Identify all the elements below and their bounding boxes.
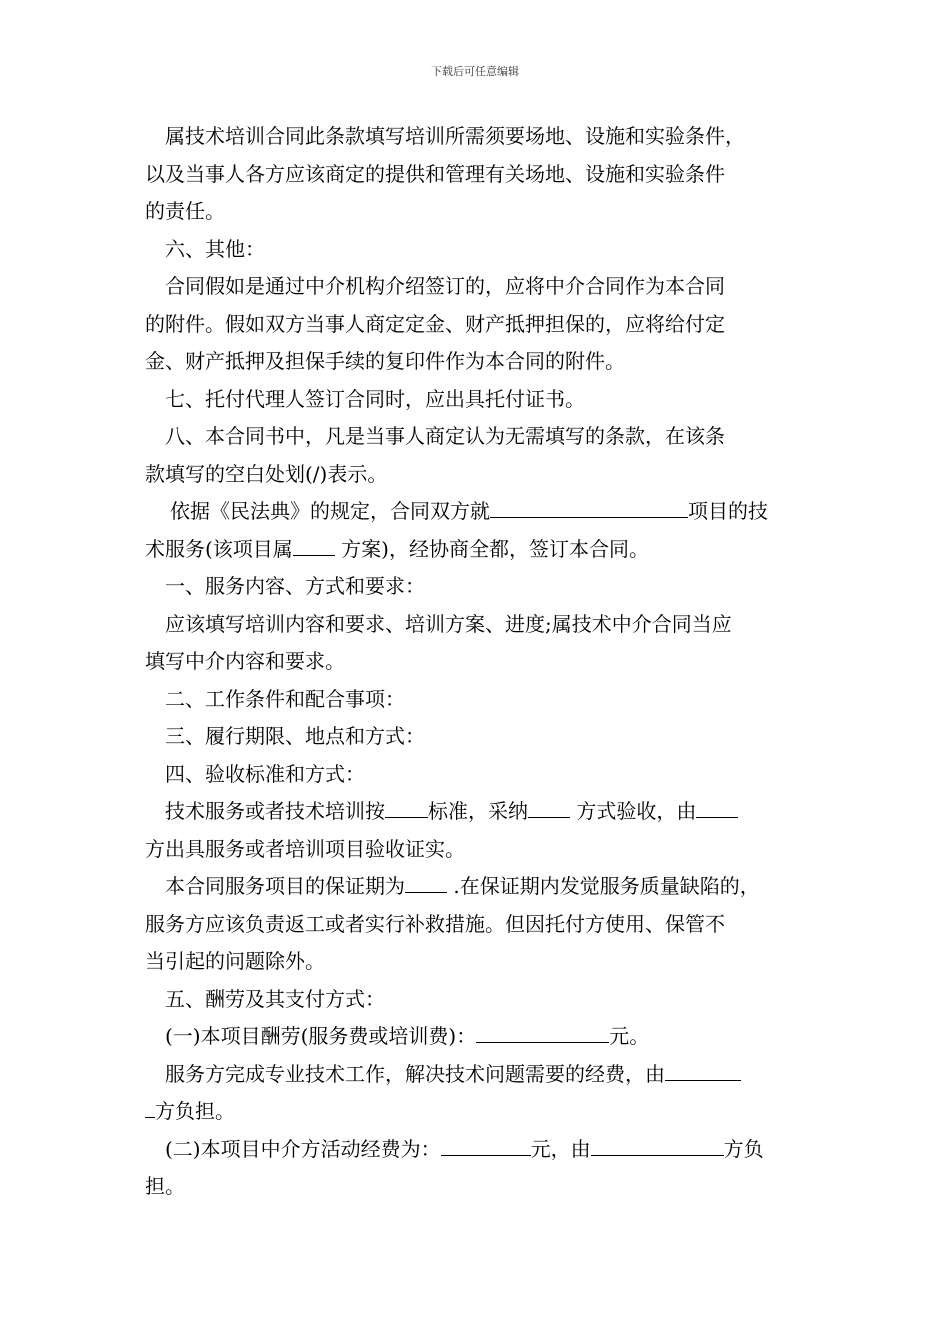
warranty-period-blank[interactable] (405, 874, 447, 893)
text-run: 本合同服务项目的保证期为 (165, 874, 405, 898)
text-run: .在保证期内发觉服务质量缺陷的， (447, 874, 760, 898)
text-run: 方案)，经协商全都，签订本合同。 (334, 536, 649, 561)
section-heading-agent: 七、托付代理人签订合同时，应出具托付证书。 (165, 386, 585, 411)
expense-party-blank-continued[interactable] (145, 1099, 155, 1118)
fee-amount-blank[interactable] (476, 1024, 609, 1043)
paragraph-line: 的附件。假如双方当事人商定定金、财产抵押担保的，应将给付定 (145, 311, 725, 336)
paragraph-line: 方出具服务或者培训项目验收证实。 (145, 836, 465, 861)
party-blank[interactable] (696, 799, 738, 818)
text-run: 方负 (723, 1136, 764, 1161)
page-header: 下载后可任意编辑 (431, 65, 519, 78)
section-heading-other: 六、其他： (165, 236, 265, 261)
project-name-blank[interactable] (490, 499, 688, 518)
agency-fee-party-blank[interactable] (591, 1137, 724, 1156)
agency-fee-blank[interactable] (441, 1137, 531, 1156)
paragraph-line: 的责任。 (145, 199, 225, 223)
text-run: 术服务(该项目属 (145, 536, 293, 561)
text-run: (二)本项目中介方活动经费为： (165, 1136, 441, 1161)
paragraph-line (145, 1131, 810, 1169)
standard-blank[interactable] (385, 799, 428, 818)
section-heading-blank-clause: 八、本合同书中，凡是当事人商定认为无需填写的条款，在该条 (165, 424, 725, 448)
paragraph-line: 应该填写培训内容和要求、培训方案、进度;属技术中介合同当应 (165, 611, 732, 636)
text-run: (一)本项目酬劳(服务费或培训费)： (165, 1024, 477, 1048)
section-heading-conditions: 二、工作条件和配合事项： (165, 686, 405, 711)
paragraph-line (145, 531, 810, 569)
text-run: 技术服务或者技术培训按 (165, 799, 385, 823)
text-run: 元，由 (530, 1136, 591, 1161)
text-run: 项目的技 (688, 499, 768, 523)
paragraph-line: 金、财产抵押及担保手续的复印件作为本合同的附件。 (145, 349, 625, 373)
paragraph-line: 属技术培训合同此条款填写培训所需须要场地、设施和实验条件， (165, 124, 745, 148)
paragraph-line: 填写中介内容和要求。 (145, 649, 345, 673)
section-heading-service: 一、服务内容、方式和要求： (165, 574, 425, 598)
section-heading-payment: 五、酬劳及其支付方式： (165, 986, 385, 1011)
paragraph-line: 当引起的问题除外。 (145, 949, 325, 973)
paragraph-line: 担。 (145, 1174, 185, 1198)
paragraph-line (145, 793, 810, 831)
paragraph-line (145, 493, 810, 531)
paragraph-line: 款填写的空白处划(/)表示。 (145, 461, 388, 486)
method-blank[interactable] (528, 799, 570, 818)
document-body (145, 118, 810, 1206)
paragraph-line: 服务方应该负责返工或者实行补救措施。但因托付方使用、保管不 (145, 911, 725, 936)
paragraph-line (145, 1018, 810, 1056)
paragraph-line (145, 1093, 810, 1131)
section-heading-term: 三、履行期限、地点和方式： (165, 724, 425, 748)
text-run: 依据《民法典》的规定，合同双方就 (170, 499, 490, 523)
paragraph-line: 合同假如是通过中介机构介绍签订的，应将中介合同作为本合同 (165, 274, 725, 298)
expense-party-blank[interactable] (665, 1062, 741, 1081)
paragraph-line (145, 1056, 810, 1094)
section-heading-acceptance: 四、验收标准和方式： (165, 761, 365, 786)
project-type-blank[interactable] (293, 537, 335, 556)
text-run: 方负担。 (155, 1099, 235, 1123)
paragraph-line: 以及当事人各方应该商定的提供和管理有关场地、设施和实验条件 (145, 161, 725, 186)
text-run: 元。 (609, 1024, 650, 1048)
text-run: 服务方完成专业技术工作，解决技术问题需要的经费，由 (165, 1061, 665, 1086)
text-run: 标准，采纳 (428, 799, 528, 823)
paragraph-line (145, 868, 810, 906)
text-run: 方式验收，由 (570, 799, 697, 823)
